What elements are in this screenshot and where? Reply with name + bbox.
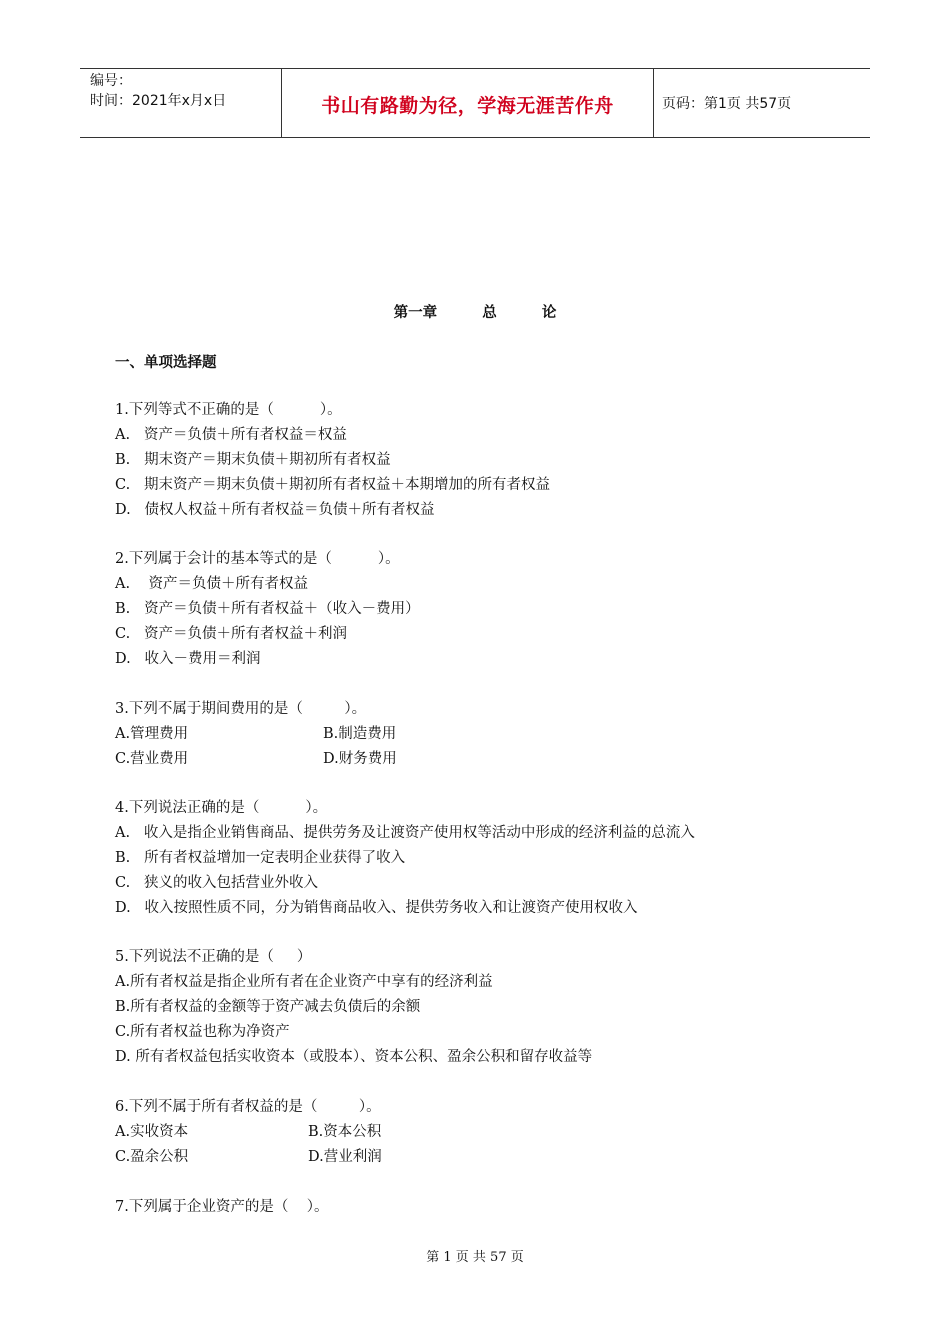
option-a: A. 资产＝负债＋所有者权益＝权益	[115, 427, 347, 443]
question-stem: 6.下列不属于所有者权益的是（ ）。	[115, 1099, 381, 1115]
document-header	[80, 68, 870, 138]
option-c: C. 狭义的收入包括营业外收入	[115, 875, 319, 891]
option-c: C.所有者权益也称为净资产	[115, 1024, 290, 1040]
option-b: B. 资产＝负债＋所有者权益＋（收入－费用）	[115, 601, 420, 617]
option-d: D. 债权人权益＋所有者权益＝负债＋所有者权益	[115, 502, 435, 518]
header-page-info: 页码：第1页 共57页	[662, 96, 792, 112]
option-d: D.财务费用	[323, 751, 397, 767]
question-2	[115, 547, 835, 672]
option-row	[115, 1120, 835, 1145]
question-stem: 7.下列属于企业资产的是（ ）。	[115, 1199, 329, 1215]
question-7	[115, 1195, 835, 1220]
option-row	[115, 722, 835, 747]
question-stem: 5.下列说法不正确的是（ ）	[115, 949, 312, 965]
option-b: B. 期末资产＝期末负债＋期初所有者权益	[115, 452, 391, 468]
question-stem: 3.下列不属于期间费用的是（ ）。	[115, 701, 367, 717]
option-c: C. 期末资产＝期末负债＋期初所有者权益＋本期增加的所有者权益	[115, 477, 551, 493]
option-a: A.所有者权益是指企业所有者在企业资产中享有的经济利益	[115, 974, 493, 990]
option-row	[115, 1145, 835, 1170]
option-c: C.营业费用	[115, 751, 189, 767]
header-left-cell	[80, 69, 282, 137]
question-stem: 2.下列属于会计的基本等式的是（ ）。	[115, 551, 400, 567]
question-stem: 1.下列等式不正确的是（ ）。	[115, 402, 342, 418]
header-right-cell	[654, 69, 870, 137]
chapter-title: 第一章 总 论	[393, 305, 557, 321]
option-b: B. 所有者权益增加一定表明企业获得了收入	[115, 850, 406, 866]
question-5	[115, 945, 835, 1070]
page-footer: 第 1 页 共 57 页	[426, 1250, 524, 1265]
option-c: C. 资产＝负债＋所有者权益＋利润	[115, 626, 348, 642]
option-d: D.营业利润	[308, 1149, 382, 1165]
header-center-cell	[282, 69, 654, 137]
document-time-label: 时间：2021年x月x日	[90, 93, 227, 109]
question-3	[115, 697, 835, 772]
option-a: A. 收入是指企业销售商品、提供劳务及让渡资产使用权等活动中形成的经济利益的总流入	[115, 825, 695, 841]
option-b: B.资本公积	[308, 1124, 382, 1140]
section-title: 一、单项选择题	[115, 355, 217, 371]
option-row	[115, 747, 835, 772]
option-b: B.制造费用	[323, 726, 397, 742]
option-c: C.盈余公积	[115, 1149, 189, 1165]
question-4	[115, 796, 835, 921]
question-1	[115, 398, 835, 523]
header-motto: 书山有路勤为径，学海无涯苦作舟	[321, 95, 614, 117]
option-a: A.管理费用	[115, 726, 189, 742]
option-a: A. 资产＝负债＋所有者权益	[115, 576, 309, 592]
option-d: D. 收入按照性质不同，分为销售商品收入、提供劳务收入和让渡资产使用权收入	[115, 900, 638, 916]
option-d: D. 收入－费用＝利润	[115, 651, 261, 667]
option-d: D. 所有者权益包括实收资本（或股本）、资本公积、盈余公积和留存收益等	[115, 1049, 593, 1065]
document-number-label: 编号：	[90, 73, 132, 89]
option-a: A.实收资本	[115, 1124, 189, 1140]
question-stem: 4.下列说法正确的是（ ）。	[115, 800, 328, 816]
option-b: B.所有者权益的金额等于资产减去负债后的余额	[115, 999, 421, 1015]
question-6	[115, 1095, 835, 1170]
